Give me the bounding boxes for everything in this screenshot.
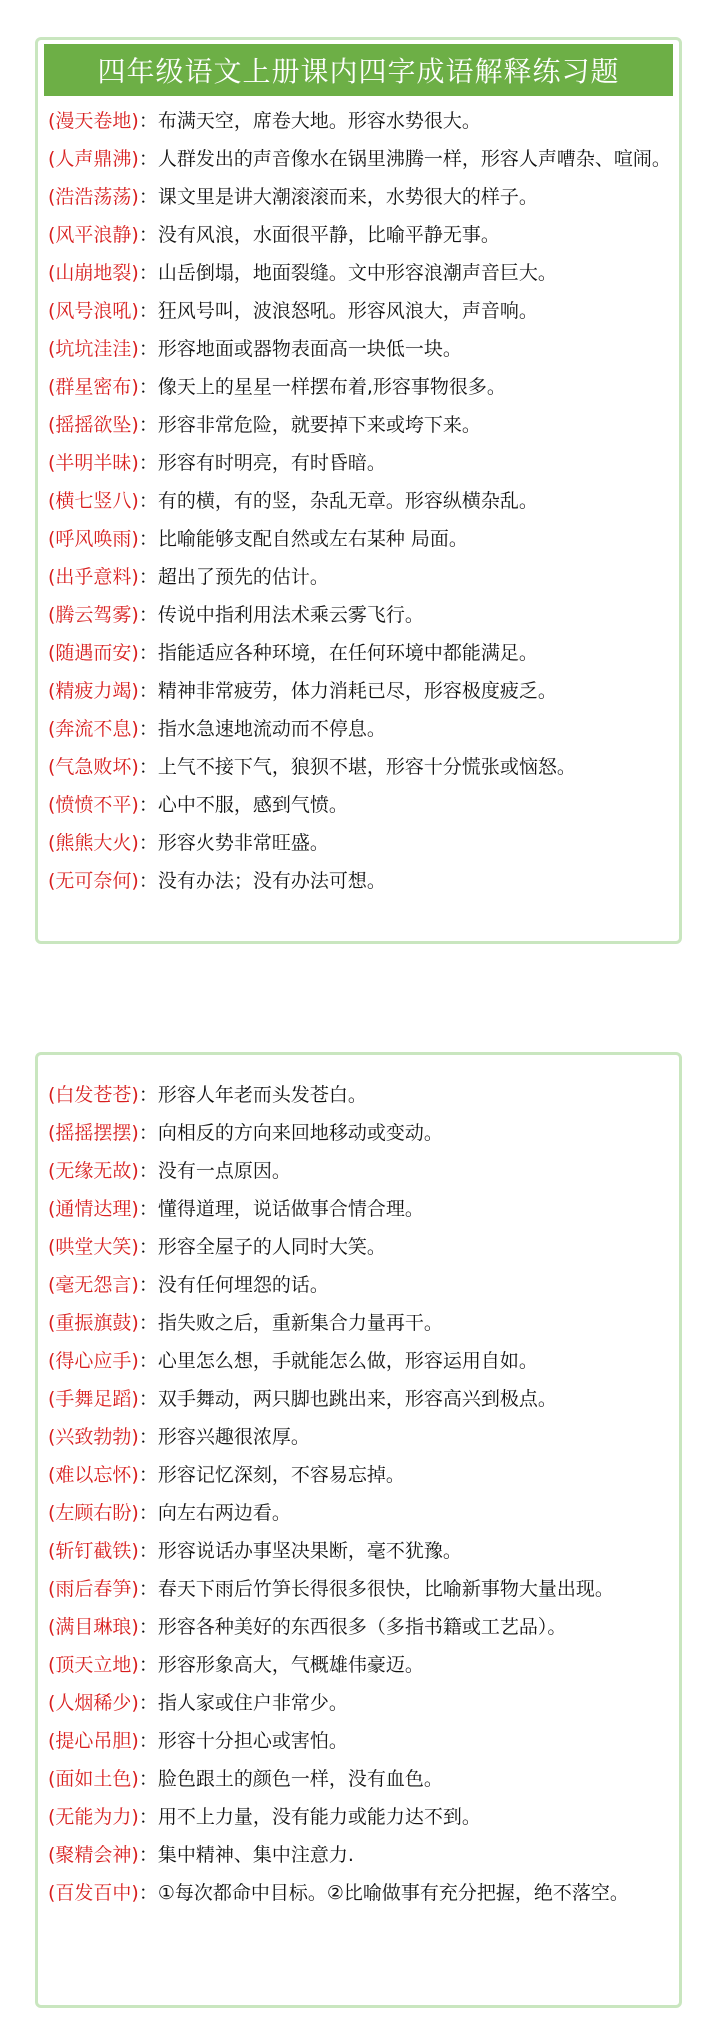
idiom-term: (面如土色) bbox=[48, 1768, 139, 1790]
idiom-term: (摇摇欲坠) bbox=[48, 414, 139, 436]
idiom-list-top bbox=[48, 102, 671, 900]
idiom-definition: ：①每次都命中目标。②比喻做事有充分把握，绝不落空。 bbox=[138, 1882, 629, 1904]
idiom-entry bbox=[48, 178, 671, 216]
idiom-entry bbox=[48, 1798, 671, 1836]
idiom-entry bbox=[48, 1760, 671, 1798]
idiom-term: (手舞足蹈) bbox=[48, 1388, 139, 1410]
idiom-entry bbox=[48, 1570, 671, 1608]
idiom-entry bbox=[48, 1418, 671, 1456]
idiom-term: (出乎意料) bbox=[48, 566, 139, 588]
idiom-term: (雨后春笋) bbox=[48, 1578, 139, 1600]
idiom-term: (人声鼎沸) bbox=[48, 148, 139, 170]
idiom-entry bbox=[48, 710, 671, 748]
idiom-definition: ：形容说话办事坚决果断，毫不犹豫。 bbox=[138, 1540, 462, 1562]
idiom-definition: ：超出了预先的估计。 bbox=[138, 566, 329, 588]
idiom-definition: ：人群发出的声音像水在锅里沸腾一样，形容人声嘈杂、喧闹。 bbox=[138, 148, 671, 170]
idiom-entry bbox=[48, 786, 671, 824]
idiom-entry bbox=[48, 1836, 671, 1874]
idiom-term: (精疲力竭) bbox=[48, 680, 139, 702]
idiom-entry bbox=[48, 254, 671, 292]
idiom-definition: ：狂风号叫，波浪怒吼。形容风浪大，声音响。 bbox=[138, 300, 538, 322]
idiom-term: (横七竖八) bbox=[48, 490, 139, 512]
idiom-term: (腾云驾雾) bbox=[48, 604, 139, 626]
idiom-entry bbox=[48, 216, 671, 254]
idiom-term: (人烟稀少) bbox=[48, 1692, 139, 1714]
idiom-term: (白发苍苍) bbox=[48, 1084, 139, 1106]
idiom-definition: ：心中不服，感到气愤。 bbox=[138, 794, 348, 816]
idiom-term: (半明半昧) bbox=[48, 452, 139, 474]
idiom-term: (兴致勃勃) bbox=[48, 1426, 139, 1448]
idiom-entry bbox=[48, 330, 671, 368]
idiom-definition: ：脸色跟土的颜色一样，没有血色。 bbox=[138, 1768, 443, 1790]
idiom-entry bbox=[48, 1722, 671, 1760]
idiom-entry bbox=[48, 1114, 671, 1152]
idiom-definition: ：双手舞动，两只脚也跳出来，形容高兴到极点。 bbox=[138, 1388, 557, 1410]
idiom-entry bbox=[48, 140, 671, 178]
idiom-term: (摇摇摆摆) bbox=[48, 1122, 139, 1144]
idiom-definition: ：形容有时明亮，有时昏暗。 bbox=[138, 452, 386, 474]
idiom-term: (通情达理) bbox=[48, 1198, 139, 1220]
idiom-entry bbox=[48, 824, 671, 862]
idiom-definition: ：集中精神、集中注意力. bbox=[138, 1844, 354, 1866]
idiom-definition: ：精神非常疲劳，体力消耗已尽，形容极度疲乏。 bbox=[138, 680, 557, 702]
idiom-entry bbox=[48, 1494, 671, 1532]
idiom-definition: ：形容十分担心或害怕。 bbox=[138, 1730, 348, 1752]
idiom-definition: ：春天下雨后竹笋长得很多很快，比喻新事物大量出现。 bbox=[138, 1578, 614, 1600]
idiom-definition: ：山岳倒塌，地面裂缝。文中形容浪潮声音巨大。 bbox=[138, 262, 557, 284]
idiom-definition: ：形容人年老而头发苍白。 bbox=[138, 1084, 367, 1106]
idiom-definition: ：上气不接下气，狼狈不堪，形容十分慌张或恼怒。 bbox=[138, 756, 576, 778]
idiom-entry bbox=[48, 1380, 671, 1418]
idiom-term: (毫无怨言) bbox=[48, 1274, 139, 1296]
idiom-definition: ：向左右两边看。 bbox=[138, 1502, 291, 1524]
idiom-definition: ：形容地面或器物表面高一块低一块。 bbox=[138, 338, 462, 360]
idiom-entry bbox=[48, 1304, 671, 1342]
idiom-definition: ：比喻能够支配自然或左右某种 局面。 bbox=[138, 528, 468, 550]
idiom-entry bbox=[48, 1608, 671, 1646]
idiom-entry bbox=[48, 672, 671, 710]
idiom-term: (满目琳琅) bbox=[48, 1616, 139, 1638]
idiom-definition: ：没有任何埋怨的话。 bbox=[138, 1274, 329, 1296]
idiom-term: (重振旗鼓) bbox=[48, 1312, 139, 1334]
idiom-definition: ：形容各种美好的东西很多（多指书籍或工艺品）。 bbox=[138, 1616, 567, 1638]
idiom-entry bbox=[48, 1076, 671, 1114]
idiom-term: (聚精会神) bbox=[48, 1844, 139, 1866]
idiom-entry bbox=[48, 1532, 671, 1570]
idiom-definition: ：像天上的星星一样摆布着,形容事物很多。 bbox=[138, 376, 506, 398]
page-title: 四年级语文上册课内四字成语解释练习题 bbox=[44, 44, 673, 96]
idiom-list-bottom bbox=[48, 1076, 671, 1912]
idiom-term: (提心吊胆) bbox=[48, 1730, 139, 1752]
idiom-term: (风号浪吼) bbox=[48, 300, 139, 322]
idiom-entry bbox=[48, 444, 671, 482]
idiom-definition: ：没有一点原因。 bbox=[138, 1160, 291, 1182]
idiom-entry bbox=[48, 1684, 671, 1722]
idiom-definition: ：指失败之后，重新集合力量再干。 bbox=[138, 1312, 443, 1334]
idiom-card-top bbox=[35, 37, 682, 944]
idiom-term: (难以忘怀) bbox=[48, 1464, 139, 1486]
idiom-term: (愤愤不平) bbox=[48, 794, 139, 816]
idiom-entry bbox=[48, 406, 671, 444]
idiom-definition: ：心里怎么想，手就能怎么做，形容运用自如。 bbox=[138, 1350, 538, 1372]
idiom-entry bbox=[48, 520, 671, 558]
idiom-term: (哄堂大笑) bbox=[48, 1236, 139, 1258]
idiom-entry bbox=[48, 368, 671, 406]
idiom-definition: ：指水急速地流动而不停息。 bbox=[138, 718, 386, 740]
idiom-entry bbox=[48, 634, 671, 672]
idiom-term: (浩浩荡荡) bbox=[48, 186, 139, 208]
idiom-entry bbox=[48, 1228, 671, 1266]
idiom-definition: ：向相反的方向来回地移动或变动。 bbox=[138, 1122, 443, 1144]
idiom-term: (随遇而安) bbox=[48, 642, 139, 664]
idiom-entry bbox=[48, 596, 671, 634]
idiom-definition: ：有的横，有的竖，杂乱无章。形容纵横杂乱。 bbox=[138, 490, 538, 512]
idiom-definition: ：懂得道理，说话做事合情合理。 bbox=[138, 1198, 424, 1220]
idiom-term: (无能为力) bbox=[48, 1806, 139, 1828]
idiom-term: (群星密布) bbox=[48, 376, 139, 398]
idiom-term: (山崩地裂) bbox=[48, 262, 139, 284]
idiom-entry bbox=[48, 482, 671, 520]
idiom-entry bbox=[48, 292, 671, 330]
idiom-definition: ：形容全屋子的人同时大笑。 bbox=[138, 1236, 386, 1258]
idiom-term: (无缘无故) bbox=[48, 1160, 139, 1182]
idiom-entry bbox=[48, 558, 671, 596]
idiom-entry bbox=[48, 862, 671, 900]
idiom-entry bbox=[48, 1646, 671, 1684]
idiom-definition: ：传说中指利用法术乘云雾飞行。 bbox=[138, 604, 424, 626]
idiom-term: (顶天立地) bbox=[48, 1654, 139, 1676]
idiom-term: (斩钉截铁) bbox=[48, 1540, 139, 1562]
idiom-definition: ：没有风浪，水面很平静，比喻平静无事。 bbox=[138, 224, 500, 246]
idiom-term: (呼风唤雨) bbox=[48, 528, 139, 550]
idiom-definition: ：用不上力量，没有能力或能力达不到。 bbox=[138, 1806, 481, 1828]
idiom-entry bbox=[48, 1152, 671, 1190]
idiom-entry bbox=[48, 1266, 671, 1304]
idiom-definition: ：没有办法；没有办法可想。 bbox=[138, 870, 386, 892]
idiom-term: (漫天卷地) bbox=[48, 110, 139, 132]
idiom-term: (奔流不息) bbox=[48, 718, 139, 740]
idiom-term: (得心应手) bbox=[48, 1350, 139, 1372]
idiom-entry bbox=[48, 1456, 671, 1494]
idiom-term: (百发百中) bbox=[48, 1882, 139, 1904]
idiom-term: (坑坑洼洼) bbox=[48, 338, 139, 360]
idiom-definition: ：指人家或住户非常少。 bbox=[138, 1692, 348, 1714]
idiom-definition: ：形容兴趣很浓厚。 bbox=[138, 1426, 310, 1448]
idiom-definition: ：形容形象高大，气概雄伟豪迈。 bbox=[138, 1654, 424, 1676]
idiom-term: (气急败坏) bbox=[48, 756, 139, 778]
idiom-card-bottom bbox=[35, 1052, 682, 2008]
idiom-definition: ：课文里是讲大潮滚滚而来，水势很大的样子。 bbox=[138, 186, 538, 208]
idiom-entry bbox=[48, 1342, 671, 1380]
idiom-term: (左顾右盼) bbox=[48, 1502, 139, 1524]
idiom-definition: ：形容非常危险，就要掉下来或垮下来。 bbox=[138, 414, 481, 436]
idiom-definition: ：布满天空，席卷大地。形容水势很大。 bbox=[138, 110, 481, 132]
idiom-term: (熊熊大火) bbox=[48, 832, 139, 854]
idiom-entry bbox=[48, 1190, 671, 1228]
idiom-entry bbox=[48, 1874, 671, 1912]
idiom-term: (无可奈何) bbox=[48, 870, 139, 892]
idiom-definition: ：指能适应各种环境，在任何环境中都能满足。 bbox=[138, 642, 538, 664]
idiom-definition: ：形容记忆深刻，不容易忘掉。 bbox=[138, 1464, 405, 1486]
idiom-entry bbox=[48, 102, 671, 140]
idiom-entry bbox=[48, 748, 671, 786]
idiom-term: (风平浪静) bbox=[48, 224, 139, 246]
idiom-definition: ：形容火势非常旺盛。 bbox=[138, 832, 329, 854]
